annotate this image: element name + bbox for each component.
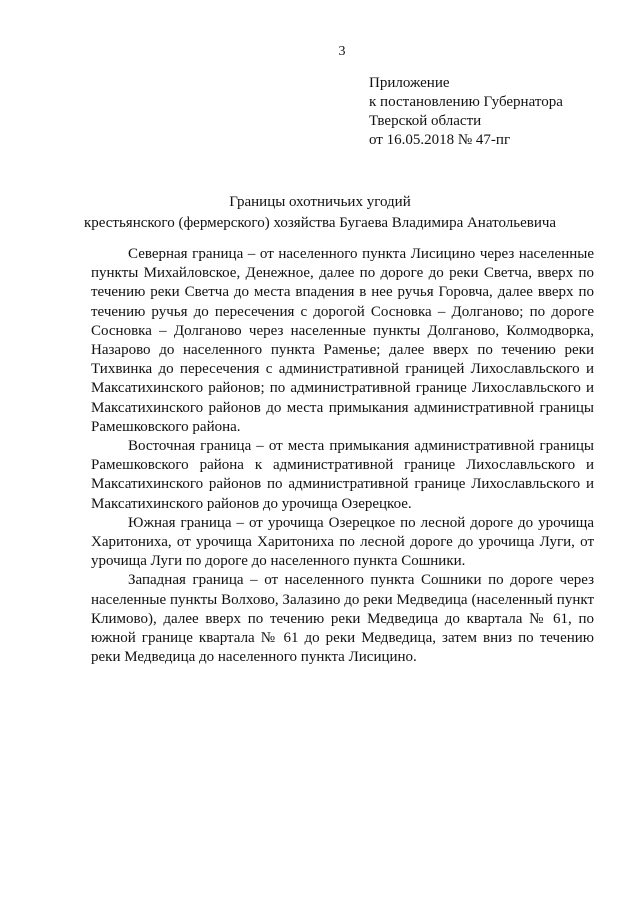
page-number: 3 [338, 44, 346, 59]
east-border-paragraph: Восточная граница – от места примыкания административной границы Рамешковского района к административной границе Лихославльского и Максатихинского районов по административной границе Лихославльского и Максатихинского районов до урочища Озерецкое. [91, 438, 594, 512]
appendix-decree-ref: к постановлению Губернатора [369, 94, 563, 110]
appendix-date-number: от 16.05.2018 № 47-пг [369, 132, 511, 148]
document-title [0, 192, 640, 234]
title-line-2: крестьянского (фермерского) хозяйства Бугаева Владимира Анатольевича [83, 215, 557, 231]
appendix-label: Приложение [369, 75, 450, 91]
north-border-paragraph: Северная граница – от населенного пункта Лисицино через населенные пункты Михайловское, Денежное, далее по дороге до реки Светча, вверх по течению реки Светча до места впадения в нее ручья Горовча, далее вверх по течению ручья до пересечения с дорогой Сосновка – Долганово; по дороге Сосновка – Долганово через населенные пункты Долганово, Колмодворка, Назарово до населенного пункта Раменье; далее вверх по течению реки Тихвинка до пересечения с административной границей Лихославльского и Максатихинского районов; по административной границе Лихославльского и Максатихинского районов до места примыкания административной границы Рамешковского района. [91, 246, 594, 435]
appendix-region: Тверской области [369, 113, 482, 129]
title-line-1: Границы охотничьих угодий [229, 194, 411, 210]
west-border-paragraph: Западная граница – от населенного пункта Сошники по дороге через населенные пункты Волхово, Залазино до реки Медведица (населенный пункт Климово), далее вверх по течению реки Медведица до квартала № 61, по южной границе квартала № 61 до реки Медведица, затем вниз по течению реки Медведица до населенного пункта Лисицино. [91, 572, 594, 666]
appendix-header [369, 74, 563, 150]
document-body [91, 245, 594, 667]
south-border-paragraph: Южная граница – от урочища Озерецкое по лесной дороге до урочища Харитониха, от урочища Харитониха по лесной дороге до урочища Луги, от урочища Луги по дороге до населенного пункта Сошники. [91, 514, 594, 570]
